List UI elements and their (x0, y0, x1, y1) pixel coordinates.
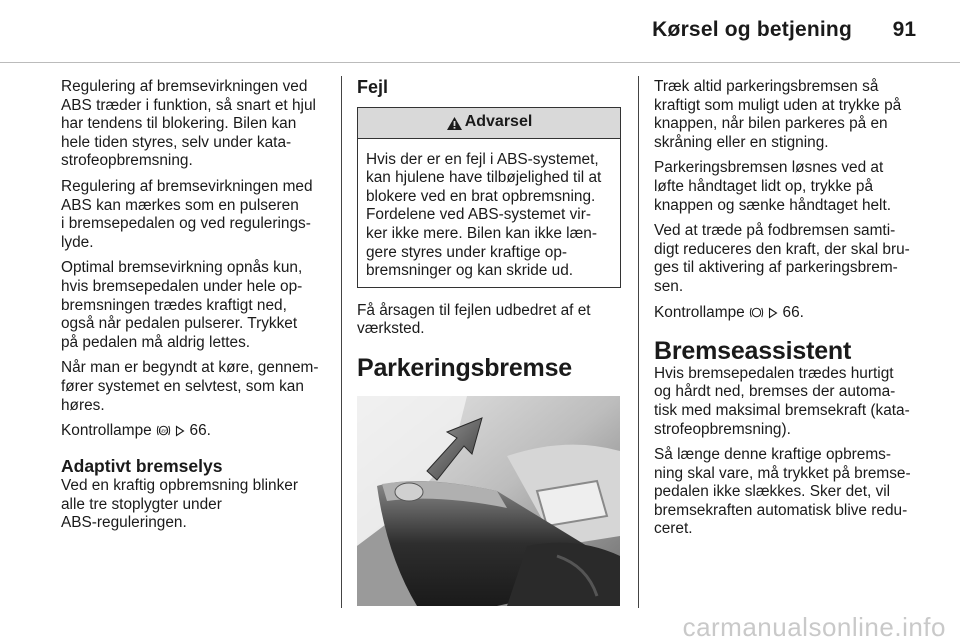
heading-parking-brake: Parkeringsbremse (357, 353, 572, 382)
page-reference-arrow-icon (768, 307, 778, 319)
page-number: 91 (892, 18, 916, 41)
page-header (0, 0, 960, 62)
parking-brake-photo (357, 396, 620, 606)
paragraph-workshop: Få årsagen til fejlen udbedret af et værksted. (357, 301, 591, 338)
paragraph-brake-pressure: Så længe denne kraftige opbrems- ning skal vare, må trykket på bremse- pedalen ikke slækkes. Sker det, vil bremsekraften automatisk blive redu- ceret. (654, 446, 911, 538)
brake-warning-lamp-icon (749, 306, 764, 319)
warning-triangle-icon (446, 116, 463, 131)
warning-title: Advarsel (464, 113, 533, 131)
paragraph-optimal-braking: Optimal bremsevirkning opnås kun, hvis bremsepedalen under hele op- bremsningen trædes kraftigt ned, også når pedalen pulserer. Trykket på pedalen må aldrig lettes. (61, 259, 303, 351)
watermark: carmanualsonline.info (682, 612, 946, 642)
paragraph-parking-on-slope: Træk altid parkeringsbremsen så kraftigt som muligt uden at trykke på knappen, når bilen parkeres på en skråning eller en stigning. (654, 78, 902, 151)
svg-text:ABS: ABS (158, 428, 169, 434)
control-lamp-reference: Kontrollampe 66. (654, 303, 804, 321)
warning-header (358, 108, 620, 139)
column-divider-1 (341, 76, 342, 608)
paragraph-adaptive-brake-lights: Ved en kraftig opbremsning blinker alle tre stoplygter under ABS-reguleringen. (61, 477, 298, 532)
control-lamp-reference: Kontrollampe ABS 66. (61, 422, 211, 440)
paragraph-brake-assist: Hvis bremsepedalen trædes hurtigt og hårdt ned, bremses der automa- tisk med maksimal bremsekraft (kata- strofeopbremsning). (654, 364, 910, 438)
column-1 (61, 78, 327, 540)
page-title: Kørsel og betjening (652, 18, 852, 41)
abs-warning-lamp-icon (156, 424, 171, 437)
heading-adaptive-brake-lights: Adaptivt bremselys (61, 455, 223, 476)
column-2 (357, 78, 621, 611)
column-3 (654, 78, 922, 546)
paragraph-release-brake: Parkeringsbremsen løsnes ved at løfte håndtaget lidt op, trykke på knappen og sænke håndtaget helt. (654, 159, 892, 214)
warning-body: Hvis der er en fejl i ABS-systemet, kan hjulene have tilbøjelighed til at blokere ved en brat opbremsning. Fordelene ved ABS-systemet vir- ker ikke mere. Bilen kan ikke læn- gere styres under kraftige op- bremsninger og kan skride ud. (366, 150, 602, 280)
heading-fault: Fejl (357, 77, 389, 97)
header-divider (0, 62, 960, 63)
paragraph-abs-regulation: Regulering af bremsevirkningen ved ABS træder i funktion, så snart et hjul har tendens til blokering. Bilen kan hele tiden styres, selv under kata- strofeopbremsning. (61, 78, 316, 170)
paragraph-self-test: Når man er begyndt at køre, gennem- fører systemet en selvtest, som kan høres. (61, 359, 319, 414)
paragraph-foot-brake: Ved at træde på fodbremsen samti- digt reduceres den kraft, der skal bru- ges til aktivering af parkeringsbrem- sen. (654, 222, 910, 295)
heading-brake-assist: Bremseassistent (654, 337, 852, 366)
page-reference-arrow-icon (175, 425, 185, 437)
paragraph-abs-pulsing: Regulering af bremsevirkningen med ABS kan mærkes som en pulseren i bremsepedalen og ved regulerings- lyde. (61, 177, 313, 251)
warning-box (357, 107, 621, 288)
column-divider-2 (638, 76, 639, 608)
